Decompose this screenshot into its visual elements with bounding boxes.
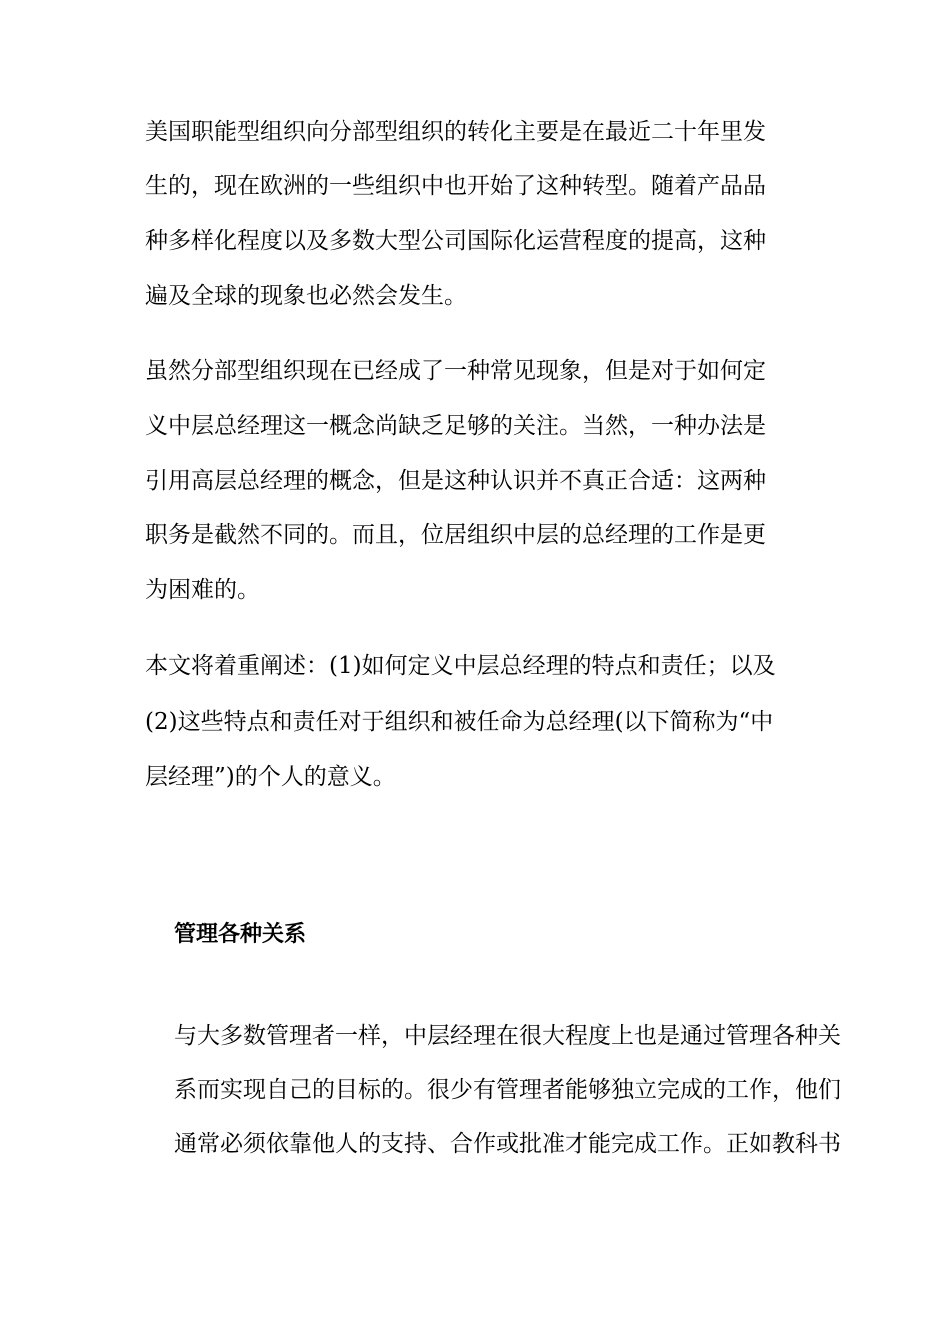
paragraph-3-line-2: (2)这些特点和责任对于组织和被任命为总经理(以下简称为“中 (145, 709, 774, 735)
paragraph-2-line-4: 职务是截然不同的。而且，位居组织中层的总经理的工作是更 (145, 522, 766, 548)
paragraph-3-line-1: 本文将着重阐述：(1)如何定义中层总经理的特点和责任；以及 (145, 653, 776, 679)
paragraph-1-line-4: 遍及全球的现象也必然会发生。 (145, 283, 467, 309)
section-heading: 管理各种关系 (174, 921, 307, 947)
paragraph-1-line-1: 美国职能型组织向分部型组织的转化主要是在最近二十年里发 (145, 119, 766, 145)
paragraph-2-line-1: 虽然分部型组织现在已经成了一种常见现象，但是对于如何定 (145, 358, 766, 384)
paragraph-2-line-5: 为困难的。 (145, 577, 260, 603)
paragraph-1-line-3: 种多样化程度以及多数大型公司国际化运营程度的提高，这种 (145, 228, 766, 254)
paragraph-1-line-2: 生的，现在欧洲的一些组织中也开始了这种转型。随着产品品 (145, 173, 766, 199)
paragraph-2-line-2: 义中层总经理这一概念尚缺乏足够的关注。当然，一种办法是 (145, 413, 766, 439)
section-line-2: 系而实现自己的目标的。很少有管理者能够独立完成的工作，他们 (174, 1077, 841, 1103)
section-line-3: 通常必须依靠他人的支持、合作或批准才能完成工作。正如教科书 (174, 1131, 841, 1157)
paragraph-3-line-3: 层经理”)的个人的意义。 (145, 764, 396, 790)
paragraph-2-line-3: 引用高层总经理的概念，但是这种认识并不真正合适：这两种 (145, 468, 766, 494)
section-line-1: 与大多数管理者一样，中层经理在很大程度上也是通过管理各种关 (174, 1023, 841, 1049)
